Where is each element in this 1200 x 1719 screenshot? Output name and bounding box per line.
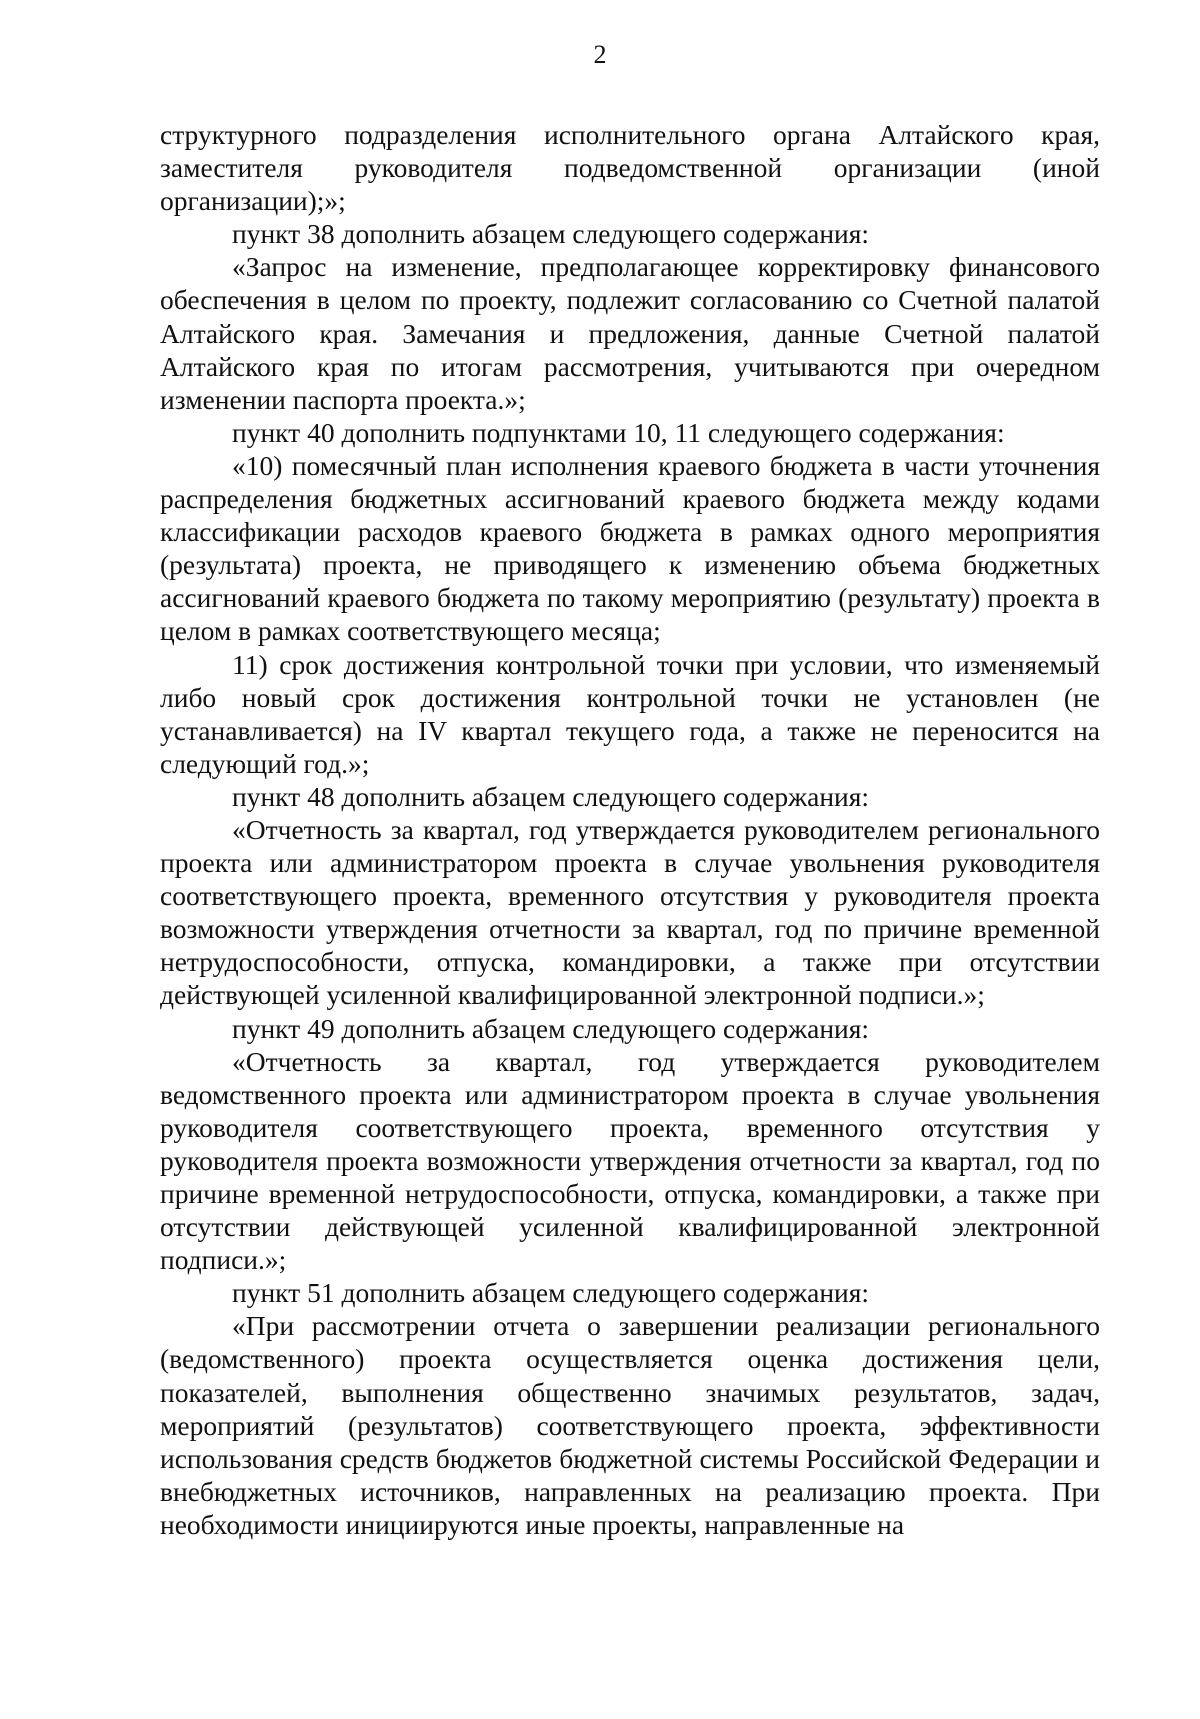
paragraph-quote-38: «Запрос на изменение, предполагающее корректировку финансового обеспечения в целом по проекту, подлежит согласованию со Счетной палатой Алтайского края. Замечания и предложения, данные Счетной палатой Алтайского края по итогам рассмотрения, учитываются при очередном изменении паспорта проекта.»; (160, 251, 1100, 415)
page-number: 2 (593, 40, 607, 69)
paragraph-quote-49: «Отчетность за квартал, год утверждается руководителем ведомственного проекта или администратором проекта в случае увольнения руководителя соответствующего проекта, временного отсутствия у руководителя проекта возможности утверждения отчетности за квартал, год по причине временной нетрудоспособности, отпуска, командировки, а также при отсутствии действующей усиленной квалифицированной электронной подписи.»; (160, 1045, 1100, 1276)
paragraph-subitem-10: «10) помесячный план исполнения краевого бюджета в части уточнения распределения бюджетных ассигнований краевого бюджета между кодами классификации расходов краевого бюджета в рамках одного мероприятия (результата) проекта, не приводящего к изменению объема бюджетных ассигнований краевого бюджета по такому мероприятию (результату) проекта в целом в рамках соответствующего месяца; (160, 449, 1100, 647)
paragraph-amendment-49: пункт 49 дополнить абзацем следующего содержания: (232, 1012, 870, 1044)
paragraph-amendment-51: пункт 51 дополнить абзацем следующего содержания: (232, 1277, 870, 1309)
paragraph-continuation: структурного подразделения исполнительного органа Алтайского края, заместителя руководителя подведомственной организации (иной организации);»; (160, 119, 1100, 217)
paragraph-subitem-11: 11) срок достижения контрольной точки при условии, что изменяемый либо новый срок достижения контрольной точки не установлен (не устанавливается) на IV квартал текущего года, а также не переносится на следующий год.»; (160, 648, 1100, 779)
paragraph-amendment-40: пункт 40 дополнить подпунктами 10, 11 следующего содержания: (232, 416, 1005, 448)
paragraph-quote-48: «Отчетность за квартал, год утверждается руководителем регионального проекта или администратором проекта в случае увольнения руководителя соответствующего проекта, временного отсутствия у руководителя проекта возможности утверждения отчетности за квартал, год по причине временной нетрудоспособности, отпуска, командировки, а также при отсутствии действующей усиленной квалифицированной электронной подписи.»; (160, 813, 1100, 1011)
paragraph-amendment-48: пункт 48 дополнить абзацем следующего содержания: (232, 780, 870, 812)
paragraph-quote-51: «При рассмотрении отчета о завершении реализации регионального (ведомственного) проекта осуществляется оценка достижения цели, показателей, выполнения общественно значимых результатов, задач, мероприятий (результатов) соответствующего проекта, эффективности использования средств бюджетов бюджетной системы Российской Федерации и внебюджетных источников, направленных на реализацию проекта. При необходимости инициируются иные проекты, направленные на (160, 1310, 1100, 1540)
document-text (160, 118, 1100, 1541)
paragraph-amendment-38: пункт 38 дополнить абзацем следующего содержания: (232, 218, 870, 250)
